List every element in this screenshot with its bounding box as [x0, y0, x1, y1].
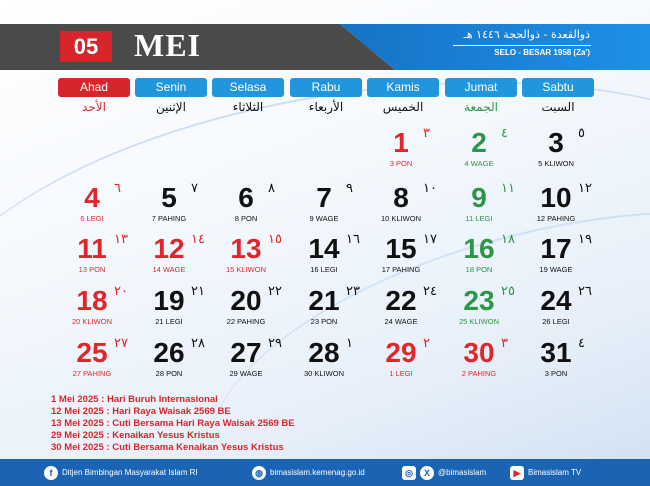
pasaran-label: 5 KLIWON — [538, 159, 574, 168]
holiday-note: 1 Mei 2025 : Hari Buruh Internasional — [51, 394, 218, 405]
date-cell — [451, 286, 531, 338]
header-divider — [453, 45, 591, 46]
hijri-date: ١٢ — [578, 181, 592, 196]
pasaran-label: 19 WAGE — [539, 265, 573, 274]
pasaran-label: 25 KLIWON — [458, 317, 499, 326]
date-cell — [64, 286, 144, 338]
date-cell — [218, 338, 298, 390]
date-cell — [528, 338, 608, 390]
date-cell — [451, 183, 531, 235]
month-name: MEI — [134, 27, 201, 63]
hijri-date: ٢٢ — [268, 284, 282, 299]
facebook-icon: f — [44, 466, 58, 480]
weekday-arabic-sabtu: السبت — [541, 100, 575, 114]
weekday-arabic-senin: الإثنين — [156, 100, 186, 114]
pasaran-label: 14 WAGE — [152, 265, 186, 274]
hijri-date: ٤ — [501, 126, 508, 141]
date-cell — [218, 286, 298, 338]
pasaran-label: 11 LEGI — [465, 214, 493, 223]
hijri-date: ١١ — [501, 181, 515, 196]
date-number: 3 — [548, 127, 564, 158]
date-number: 10 — [540, 182, 572, 213]
hijri-date: ٢١ — [191, 284, 205, 299]
instagram-icon: ◎ — [402, 466, 416, 480]
date-cell — [296, 183, 376, 235]
hijri-date: ٢٧ — [114, 336, 128, 351]
weekday-header-jumat: Jumat — [445, 78, 517, 97]
pasaran-label: 26 LEGI — [542, 317, 570, 326]
hijri-date: ٦ — [114, 181, 121, 196]
weekday-header-sabtu: Sabtu — [522, 78, 594, 97]
date-cell — [296, 234, 376, 286]
x-icon: X — [420, 466, 434, 480]
date-number: 24 — [540, 285, 572, 316]
hijri-date: ٢٩ — [268, 336, 282, 351]
date-cell — [64, 183, 144, 235]
date-cell — [528, 183, 608, 235]
holiday-note: 13 Mei 2025 : Cuti Bersama Hari Raya Waisak 2569 BE — [51, 418, 295, 429]
date-cell — [64, 338, 144, 390]
pasaran-label: 1 LEGI — [389, 369, 413, 378]
date-number: 8 — [393, 182, 409, 213]
holiday-note: 12 Mei 2025 : Hari Raya Waisak 2569 BE — [51, 406, 231, 417]
weekday-header-rabu: Rabu — [290, 78, 362, 97]
date-cell — [451, 128, 531, 180]
date-cell — [141, 183, 221, 235]
date-cell — [296, 338, 376, 390]
pasaran-label: 17 PAHING — [381, 265, 421, 274]
hijri-date: ٨ — [268, 181, 275, 196]
pasaran-label: 12 PAHING — [536, 214, 576, 223]
date-cell — [373, 128, 453, 180]
date-cell — [373, 183, 453, 235]
holiday-notes — [51, 394, 295, 454]
date-cell — [373, 234, 453, 286]
hijri-date: ٤ — [578, 336, 585, 351]
weekday-header-selasa: Selasa — [212, 78, 284, 97]
date-cell — [141, 338, 221, 390]
youtube-icon: ▶ — [510, 466, 524, 480]
date-number: 20 — [230, 285, 262, 316]
date-number: 9 — [471, 182, 487, 213]
date-number: 1 — [393, 127, 409, 158]
date-number: 29 — [385, 337, 417, 368]
date-cell — [141, 286, 221, 338]
date-cell — [141, 234, 221, 286]
hijri-month-label: ذوالقعدة - ذوالحجة ١٤٤٦ هـ — [463, 28, 590, 41]
date-number: 27 — [230, 337, 262, 368]
pasaran-label: 6 LEGI — [80, 214, 104, 223]
date-number: 12 — [153, 233, 185, 264]
date-number: 13 — [230, 233, 262, 264]
date-cell — [451, 234, 531, 286]
weekday-arabic-kamis: الخميس — [382, 100, 424, 114]
holiday-note: 29 Mei 2025 : Kenaikan Yesus Kristus — [51, 430, 220, 441]
date-number: 15 — [385, 233, 417, 264]
pasaran-label: 20 KLIWON — [71, 317, 112, 326]
pasaran-label: 13 PON — [78, 265, 106, 274]
date-number: 25 — [76, 337, 108, 368]
holiday-note: 30 Mei 2025 : Cuti Bersama Kenaikan Yesus Kristus — [51, 442, 284, 453]
footer-bar — [0, 459, 650, 486]
pasaran-label: 4 WAGE — [464, 159, 494, 168]
pasaran-label: 8 PON — [234, 214, 258, 223]
hijri-date: ٣ — [423, 126, 430, 141]
date-number: 2 — [471, 127, 487, 158]
hijri-date: ١٧ — [423, 232, 437, 247]
date-number: 7 — [316, 182, 332, 213]
facebook-link[interactable] — [44, 464, 198, 481]
hijri-date: ٢ — [423, 336, 430, 351]
javanese-year-label: SELO - BESAR 1958 (Za') — [494, 48, 590, 57]
hijri-date: ٢٨ — [191, 336, 205, 351]
date-cell — [218, 183, 298, 235]
globe-icon: ◍ — [252, 466, 266, 480]
date-cell — [218, 234, 298, 286]
weekday-arabic-rabu: الأربعاء — [308, 100, 344, 114]
date-cell — [64, 234, 144, 286]
pasaran-label: 3 PON — [544, 369, 568, 378]
date-number: 28 — [308, 337, 340, 368]
date-number: 21 — [308, 285, 340, 316]
date-number: 22 — [385, 285, 417, 316]
pasaran-label: 10 KLIWON — [380, 214, 421, 223]
date-number: 31 — [540, 337, 572, 368]
date-cell — [373, 286, 453, 338]
weekday-header-ahad: Ahad — [58, 78, 130, 97]
date-cell — [528, 128, 608, 180]
hijri-date: ٣ — [501, 336, 508, 351]
date-number: 14 — [308, 233, 340, 264]
date-number: 17 — [540, 233, 572, 264]
hijri-date: ١ — [346, 336, 353, 351]
pasaran-label: 21 LEGI — [155, 317, 183, 326]
pasaran-label: 15 KLIWON — [225, 265, 266, 274]
hijri-date: ١٦ — [346, 232, 360, 247]
date-number: 23 — [463, 285, 495, 316]
pasaran-label: 23 PON — [310, 317, 338, 326]
pasaran-label: 2 PAHING — [461, 369, 497, 378]
weekday-header-kamis: Kamis — [367, 78, 439, 97]
hijri-date: ٢٠ — [114, 284, 128, 299]
pasaran-label: 29 WAGE — [229, 369, 263, 378]
pasaran-label: 28 PON — [155, 369, 183, 378]
hijri-date: ٥ — [578, 126, 585, 141]
date-number: 11 — [77, 233, 107, 264]
hijri-date: ١٤ — [191, 232, 205, 247]
hijri-date: ١٩ — [578, 232, 592, 247]
weekday-header-senin: Senin — [135, 78, 207, 97]
month-number: 05 — [60, 31, 112, 62]
date-number: 26 — [153, 337, 185, 368]
pasaran-label: 22 PAHING — [226, 317, 266, 326]
hijri-date: ٧ — [191, 181, 198, 196]
hijri-date: ١٠ — [423, 181, 437, 196]
facebook-label: Ditjen Bimbingan Masyarakat Islam RI — [62, 468, 198, 477]
hijri-date: ٩ — [346, 181, 353, 196]
website-link[interactable] — [252, 464, 365, 481]
pasaran-label: 9 WAGE — [309, 214, 339, 223]
youtube-link[interactable] — [510, 464, 581, 481]
hijri-date: ١٣ — [114, 232, 128, 247]
hijri-date: ٢٥ — [501, 284, 515, 299]
date-number: 4 — [84, 182, 100, 213]
date-number: 30 — [463, 337, 495, 368]
weekday-arabic-jumat: الجمعة — [464, 100, 498, 114]
date-number: 19 — [153, 285, 185, 316]
pasaran-label: 16 LEGI — [310, 265, 338, 274]
date-number: 18 — [76, 285, 108, 316]
pasaran-label: 27 PAHING — [72, 369, 112, 378]
weekday-arabic-ahad: الأحد — [82, 100, 106, 114]
hijri-date: ١٥ — [268, 232, 282, 247]
date-cell — [373, 338, 453, 390]
pasaran-label: 18 PON — [465, 265, 493, 274]
date-number: 6 — [238, 182, 254, 213]
pasaran-label: 3 PON — [389, 159, 413, 168]
youtube-label: Bimasislam TV — [528, 468, 582, 477]
date-cell — [528, 286, 608, 338]
pasaran-label: 30 KLIWON — [303, 369, 344, 378]
pasaran-label: 7 PAHING — [151, 214, 187, 223]
social-label: @bimasislam — [438, 468, 487, 477]
hijri-date: ٢٤ — [423, 284, 437, 299]
pasaran-label: 24 WAGE — [384, 317, 418, 326]
hijri-date: ٢٦ — [578, 284, 592, 299]
social-link[interactable] — [402, 464, 486, 481]
date-cell — [451, 338, 531, 390]
weekday-arabic-selasa: الثلاثاء — [232, 100, 264, 114]
website-label: bimasislam.kemenag.go.id — [270, 468, 365, 477]
date-cell — [528, 234, 608, 286]
date-number: 16 — [463, 233, 495, 264]
date-cell — [296, 286, 376, 338]
date-number: 5 — [161, 182, 177, 213]
hijri-date: ٢٣ — [346, 284, 360, 299]
hijri-date: ١٨ — [501, 232, 515, 247]
